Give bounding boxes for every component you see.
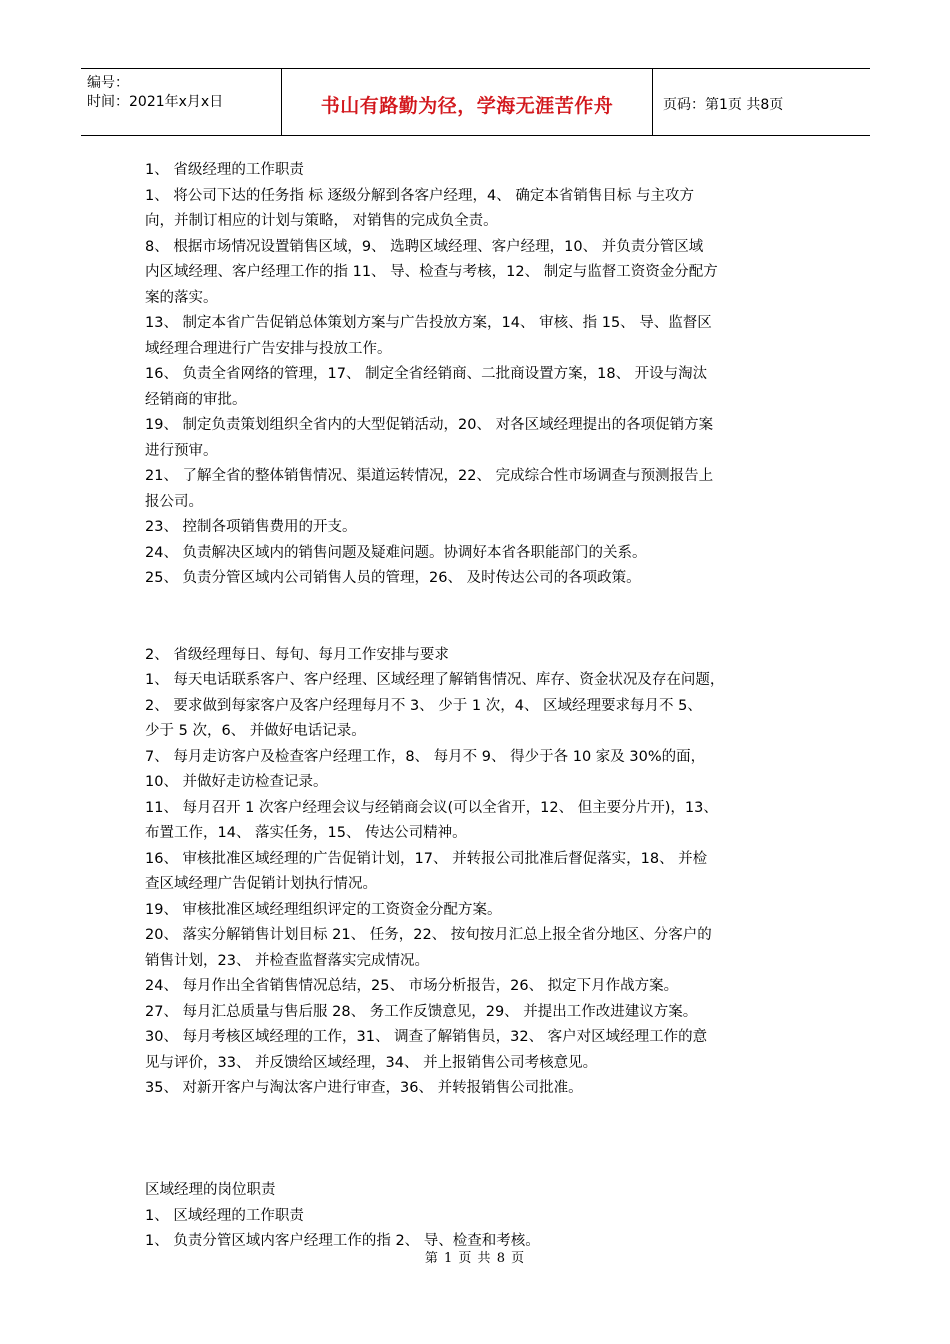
header-page-info: 页码：第1页 共8页 — [663, 97, 784, 113]
text-line: 销售计划，23、 并检查监督落实完成情况。 — [145, 952, 430, 969]
text-line: 13、 制定本省广告促销总体策划方案与广告投放方案，14、 审核、指 15、 导、监督区 — [145, 315, 712, 331]
text-line: 20、 落实分解销售计划目标 21、 任务，22、 按旬按月汇总上报全省分地区、分客户的 — [145, 927, 712, 943]
text-line: 1、 区域经理的工作职责 — [145, 1207, 304, 1224]
text-line: 1、 省级经理的工作职责 — [145, 162, 304, 178]
text-line: 查区域经理广告促销计划执行情况。 — [145, 876, 377, 892]
text-line: 布置工作，14、 落实任务，15、 传达公司精神。 — [145, 825, 467, 841]
text-line: 16、 负责全省网络的管理，17、 制定全省经销商、二批商设置方案，18、 开设与淘汰 — [145, 366, 708, 382]
text-line: 21、 了解全省的整体销售情况、渠道运转情况，22、 完成综合性市场调查与预测报告上 — [145, 468, 714, 484]
text-line: 2、 要求做到每家客户及客户经理每月不 3、 少于 1 次，4、 区域经理要求每月不 5、 — [145, 697, 702, 714]
text-line: 16、 审核批准区域经理的广告促销计划，17、 并转报公司批准后督促落实，18、 并检 — [145, 850, 708, 867]
text-line: 19、 审核批准区域经理组织评定的工资资金分配方案。 — [145, 901, 502, 918]
text-line: 35、 对新开客户与淘汰客户进行审查，36、 并转报销售公司批准。 — [145, 1080, 583, 1096]
blank-line — [145, 1102, 815, 1128]
text-line: 域经理合理进行广告安排与投放工作。 — [145, 340, 392, 357]
header-motto-cell — [281, 69, 653, 135]
text-line: 少于 5 次，6、 并做好电话记录。 — [145, 723, 366, 739]
page-footer: 第 1 页 共 8 页 — [424, 1251, 526, 1266]
text-line: 经销商的审批。 — [145, 391, 247, 408]
text-line: 区域经理的岗位职责 — [145, 1182, 276, 1198]
page-header — [81, 68, 870, 136]
document-number-label: 编号： — [87, 75, 129, 91]
document-body — [145, 158, 815, 1255]
text-line: 内区域经理、客户经理工作的指 11、 导、检查与考核，12、 制定与监督工资资金分配方 — [145, 264, 718, 280]
blank-line — [145, 1127, 815, 1153]
text-line: 11、 每月召开 1 次客户经理会议与经销商会议(可以全省开，12、 但主要分片开)，13、 — [145, 799, 718, 816]
blank-line — [145, 592, 815, 618]
text-line: 24、 负责解决区域内的销售问题及疑难问题。协调好本省各职能部门的关系。 — [145, 544, 647, 561]
text-line: 见与评价，33、 并反馈给区域经理，34、 并上报销售公司考核意见。 — [145, 1054, 598, 1071]
text-line: 2、 省级经理每日、每旬、每月工作安排与要求 — [145, 646, 449, 663]
text-line: 向，并制订相应的计划与策略， 对销售的完成负全责。 — [145, 213, 498, 229]
text-line: 30、 每月考核区域经理的工作，31、 调查了解销售员，32、 客户对区域经理工作的意 — [145, 1029, 708, 1045]
text-line: 27、 每月汇总质量与售后服 28、 务工作反馈意见，29、 并提出工作改进建议方案。 — [145, 1003, 698, 1020]
text-line: 1、 将公司下达的任务指 标 逐级分解到各客户经理，4、 确定本省销售目标 与主攻方 — [145, 187, 694, 204]
text-line: 23、 控制各项销售费用的开支。 — [145, 519, 357, 535]
text-line: 进行预审。 — [145, 442, 218, 459]
header-left-cell — [81, 69, 281, 135]
text-line: 报公司。 — [145, 493, 203, 510]
text-line: 25、 负责分管区域内公司销售人员的管理，26、 及时传达公司的各项政策。 — [145, 570, 641, 586]
text-line: 7、 每月走访客户及检查客户经理工作，8、 每月不 9、 得少于各 10 家及 30%的面， — [145, 748, 706, 765]
blank-line — [145, 617, 815, 643]
header-motto: 书山有路勤为径，学海无涯苦作舟 — [320, 95, 614, 117]
text-line: 19、 制定负责策划组织全省内的大型促销活动，20、 对各区域经理提出的各项促销方案 — [145, 417, 714, 433]
text-line: 1、 每天电话联系客户、客户经理、区域经理了解销售情况、库存、资金状况及存在问题， — [145, 672, 725, 688]
text-line: 10、 并做好走访检查记录。 — [145, 774, 328, 790]
header-page-cell — [653, 69, 870, 135]
text-line: 案的落实。 — [145, 289, 218, 306]
text-line: 24、 每月作出全省销售情况总结，25、 市场分析报告，26、 拟定下月作战方案。 — [145, 978, 679, 994]
document-date-label: 时间：2021年x月x日 — [87, 94, 224, 110]
text-line: 8、 根据市场情况设置销售区域，9、 选聘区域经理、客户经理，10、 并负责分管区域 — [145, 238, 704, 255]
blank-line — [145, 1153, 815, 1179]
text-line: 1、 负责分管区域内客户经理工作的指 2、 导、检查和考核。 — [145, 1233, 540, 1249]
